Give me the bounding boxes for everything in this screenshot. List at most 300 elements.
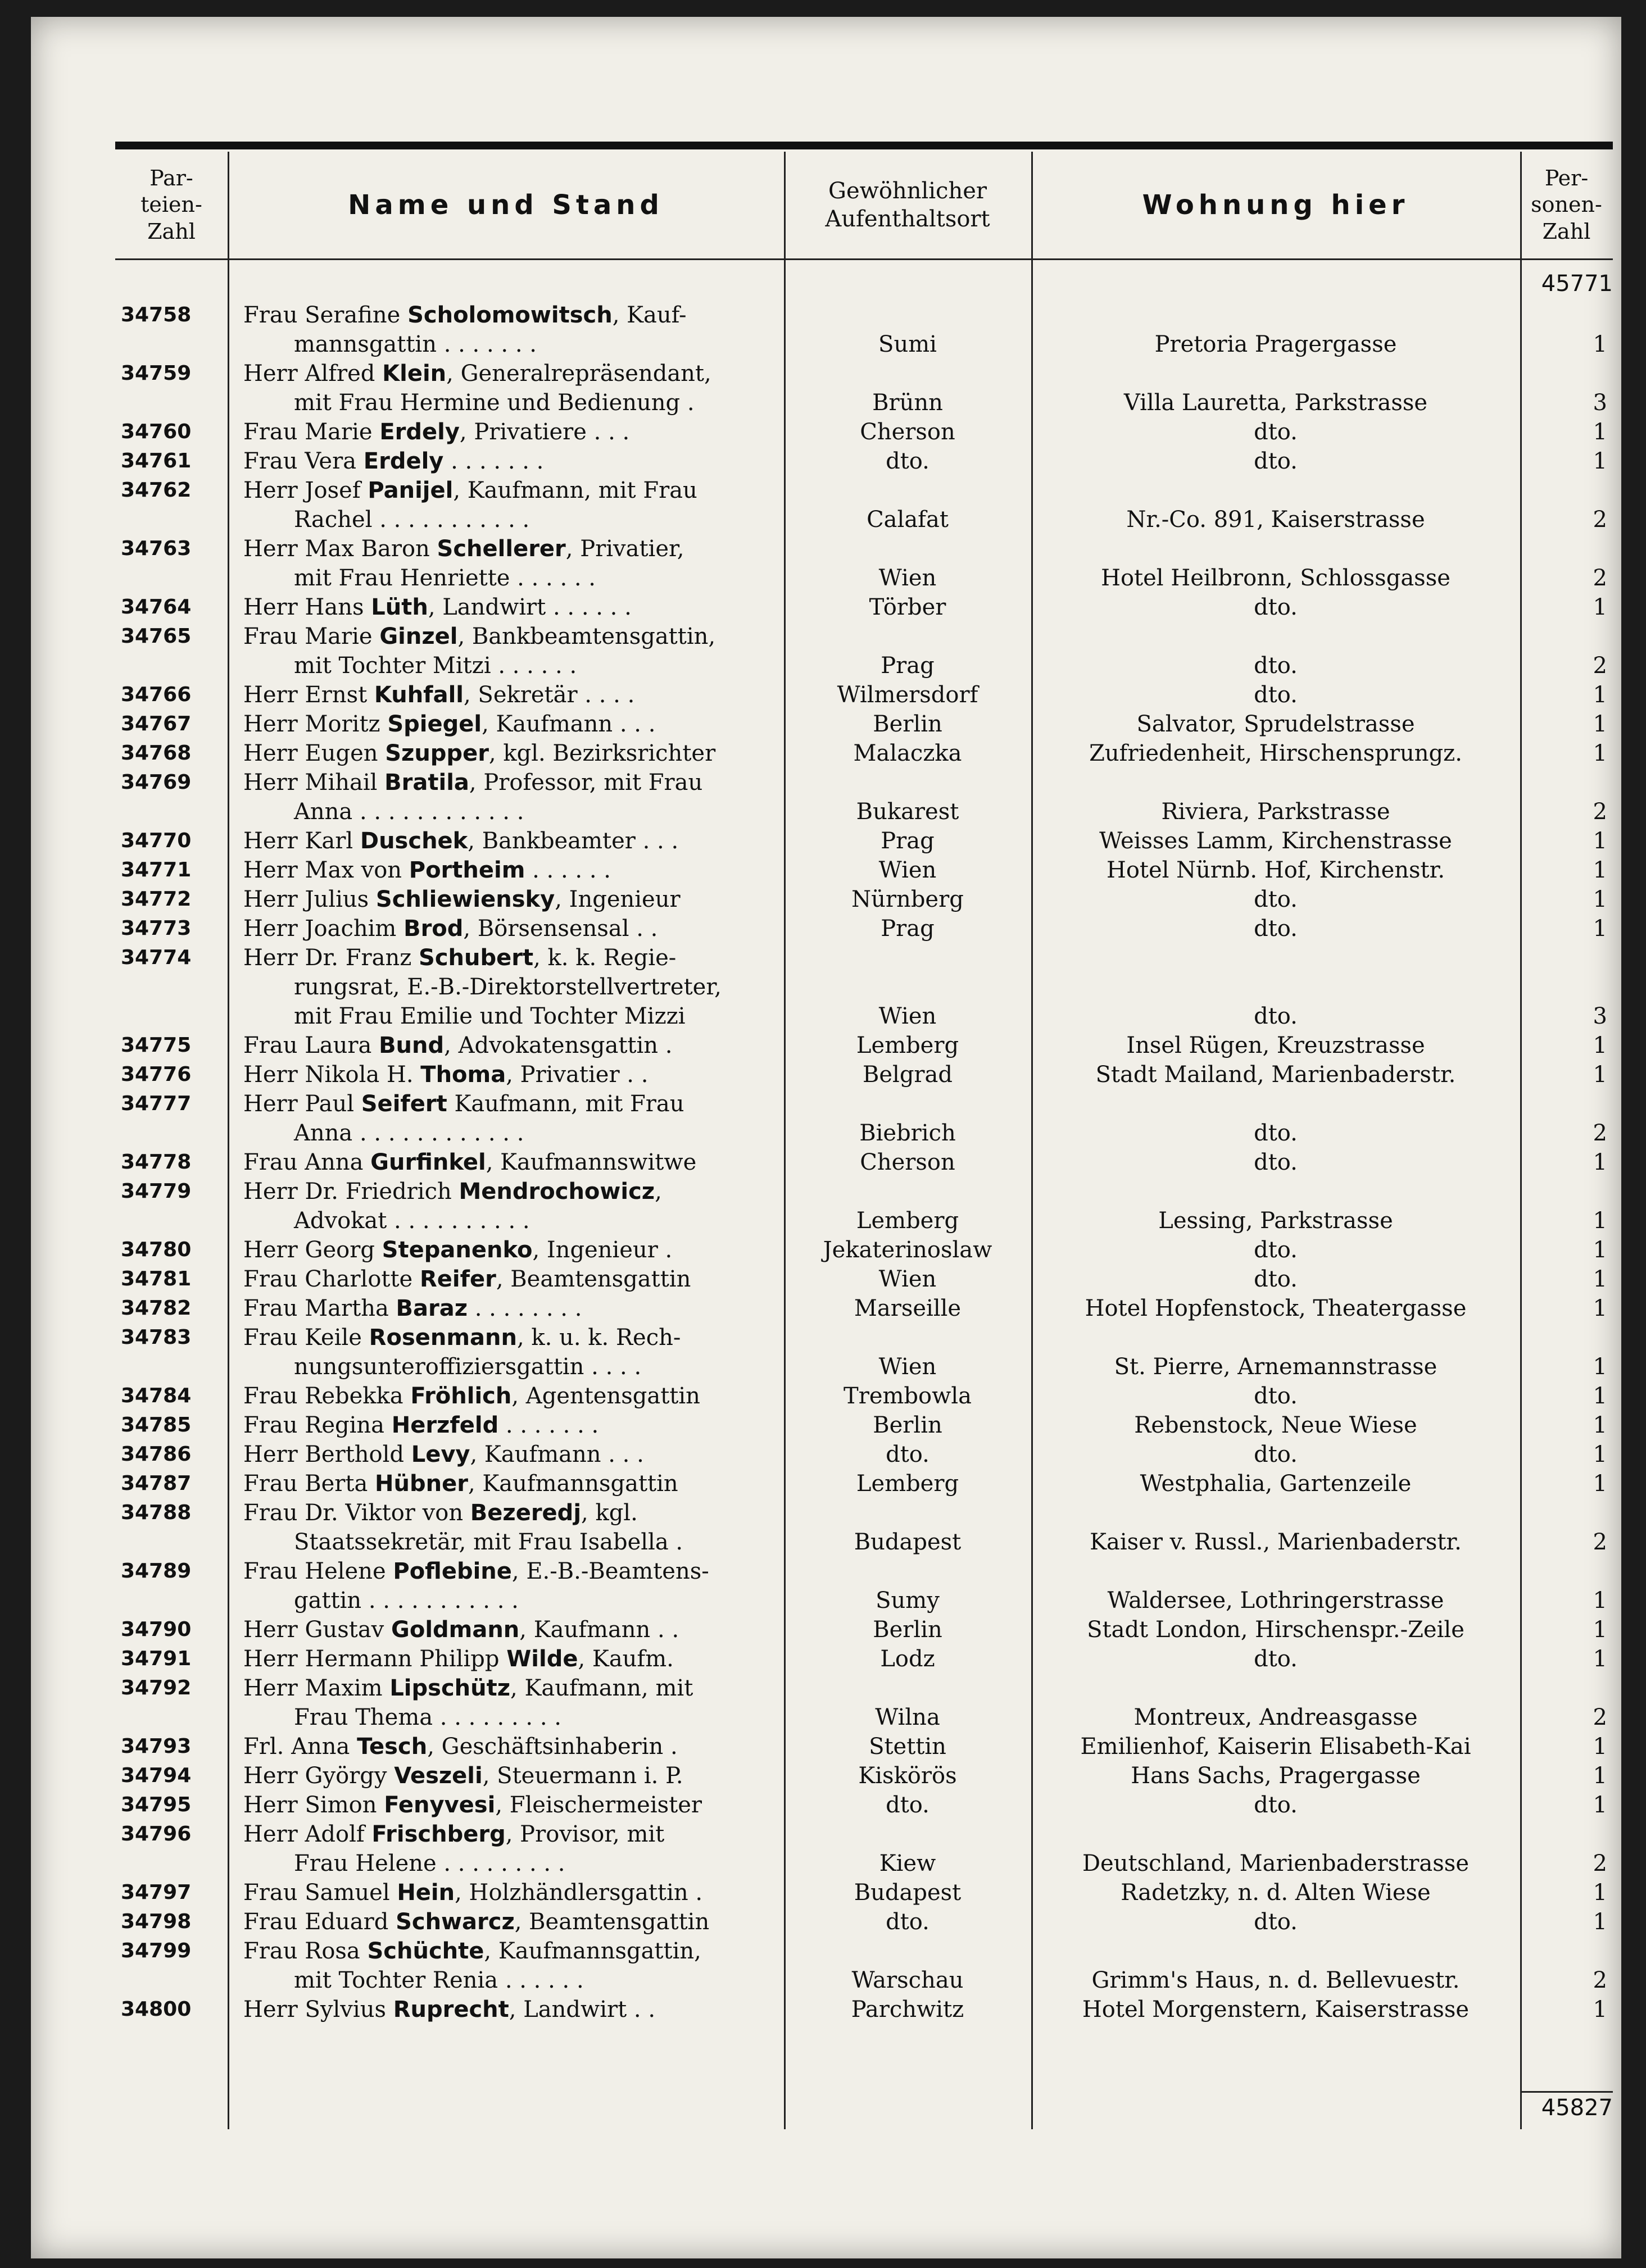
aufenthaltsort: Lemberg <box>856 1471 959 1497</box>
parteien-zahl: 34758 <box>121 303 192 326</box>
surname: Klein <box>382 361 447 387</box>
continuation-line: rungsrat, E.-B.-Direktorstellvertreter, <box>294 974 722 1000</box>
surname: Erdely <box>379 419 460 445</box>
aufenthaltsort: Prag <box>881 828 935 854</box>
wohnung: Montreux, Andreasgasse <box>1133 1705 1418 1730</box>
table-row <box>115 1323 1613 1381</box>
parteien-zahl: 34780 <box>121 1238 192 1261</box>
surname: Ginzel <box>379 624 458 649</box>
personen-zahl: 1 <box>1593 1383 1607 1409</box>
title-and-given-name: Herr Simon <box>243 1792 384 1818</box>
continuation-line: mit Frau Henriette . . . . . . <box>294 565 596 591</box>
wohnung: Hotel Hopfenstock, Theatergasse <box>1085 1296 1467 1321</box>
occupation: , Sekretär . . . . <box>463 682 635 708</box>
title-and-given-name: Frau Anna <box>243 1149 371 1175</box>
aufenthaltsort: Kiskörös <box>858 1763 957 1789</box>
name-und-stand <box>243 768 774 826</box>
personen-zahl: 1 <box>1593 1617 1607 1643</box>
title-and-given-name: Herr Karl <box>243 828 360 854</box>
occupation: , Bankbeamtensgattin, <box>457 624 716 649</box>
name-und-stand <box>243 1674 774 1732</box>
name-und-stand <box>243 1615 774 1644</box>
table-row <box>115 1995 1613 2024</box>
wohnung: dto. <box>1254 1120 1298 1146</box>
parteien-zahl: 34769 <box>121 771 192 794</box>
occupation: , Börsensensal . . <box>463 916 658 942</box>
title-and-given-name: Frau Marie <box>243 419 380 445</box>
personen-zahl: 1 <box>1593 1412 1607 1438</box>
table-row <box>115 301 1613 359</box>
personen-zahl: 1 <box>1593 1588 1607 1613</box>
aufenthaltsort: Brünn <box>872 390 943 416</box>
title-and-given-name: Frau Dr. Viktor von <box>243 1500 470 1526</box>
surname: Ruprecht <box>393 1997 509 2022</box>
name-und-stand <box>243 1148 774 1177</box>
table-row <box>115 856 1613 885</box>
register-page <box>31 17 1621 2258</box>
name-und-stand <box>243 1294 774 1323</box>
wohnung: dto. <box>1254 1909 1298 1935</box>
personen-zahl: 2 <box>1593 1705 1607 1730</box>
continuation-line: Anna . . . . . . . . . . . . <box>294 799 524 825</box>
personen-zahl: 1 <box>1593 682 1607 708</box>
personen-zahl: 2 <box>1593 507 1607 533</box>
title-and-given-name: Herr Dr. Friedrich <box>243 1179 459 1205</box>
surname: Stepanenko <box>382 1237 533 1263</box>
table-row <box>115 1031 1613 1060</box>
occupation: , Professor, mit Frau <box>469 770 703 796</box>
name-und-stand <box>243 1265 774 1294</box>
table-row <box>115 1761 1613 1790</box>
personen-zahl: 1 <box>1593 594 1607 620</box>
parteien-zahl: 34768 <box>121 742 192 765</box>
occupation: , Kaufm. <box>578 1646 674 1672</box>
personen-zahl: 1 <box>1593 828 1607 854</box>
occupation: , <box>655 1179 662 1205</box>
table-row <box>115 447 1613 476</box>
personen-zahl: 1 <box>1593 916 1607 942</box>
title-and-given-name: Frau Charlotte <box>243 1266 420 1292</box>
wohnung: Hotel Morgenstern, Kaiserstrasse <box>1082 1997 1470 2022</box>
aufenthaltsort: Malaczka <box>853 740 962 766</box>
aufenthaltsort: Sumi <box>878 331 937 357</box>
surname: Baraz <box>396 1296 468 1321</box>
aufenthaltsort: Wien <box>878 1266 937 1292</box>
final-total: 45827 <box>1520 2091 1613 2121</box>
aufenthaltsort: Berlin <box>873 1412 942 1438</box>
table-row <box>115 1674 1613 1732</box>
table-row <box>115 943 1613 1031</box>
parteien-zahl: 34766 <box>121 683 192 706</box>
personen-zahl: 1 <box>1593 1763 1607 1789</box>
parteien-zahl: 34789 <box>121 1560 192 1583</box>
surname: Gurfinkel <box>370 1149 486 1175</box>
occupation: , Landwirt . . . . . . <box>428 594 632 620</box>
aufenthaltsort: dto. <box>886 1909 929 1935</box>
wohnung: dto. <box>1254 1792 1298 1818</box>
occupation: , Holzhändlersgattin . <box>455 1880 703 1906</box>
parteien-zahl: 34792 <box>121 1676 192 1699</box>
surname: Hein <box>397 1880 455 1906</box>
wohnung: Pretoria Pragergasse <box>1154 331 1397 357</box>
continuation-line: mit Tochter Mitzi . . . . . . <box>294 653 577 679</box>
title-and-given-name: Frau Berta <box>243 1471 375 1497</box>
occupation: , Beamtensgattin <box>514 1909 710 1935</box>
surname: Rosenmann <box>369 1325 517 1351</box>
table-row <box>115 1557 1613 1615</box>
wohnung: dto. <box>1254 682 1298 708</box>
name-und-stand <box>243 534 774 593</box>
personen-zahl: 1 <box>1593 1266 1607 1292</box>
occupation: , E.-B.-Beamtens- <box>511 1558 709 1584</box>
header-name-und-stand: Name und Stand <box>348 189 664 221</box>
occupation: , Agentensgattin <box>511 1383 700 1409</box>
personen-zahl: 1 <box>1593 1442 1607 1467</box>
continuation-line: Anna . . . . . . . . . . . . <box>294 1120 524 1146</box>
occupation: , Kaufmann . . . <box>482 711 656 737</box>
personen-zahl: 1 <box>1593 1909 1607 1935</box>
occupation: , Kaufmannswitwe <box>486 1149 697 1175</box>
table-row <box>115 1644 1613 1674</box>
title-and-given-name: Herr Mihail <box>243 770 385 796</box>
aufenthaltsort: Parchwitz <box>851 1997 964 2022</box>
name-und-stand <box>243 1031 774 1060</box>
table-row <box>115 534 1613 593</box>
name-und-stand <box>243 1761 774 1790</box>
name-und-stand <box>243 914 774 943</box>
occupation: , Generalrepräsendant, <box>446 361 711 387</box>
title-and-given-name: Herr Dr. Franz <box>243 945 419 971</box>
wohnung: Deutschland, Marienbaderstrasse <box>1082 1851 1469 1876</box>
parteien-zahl: 34761 <box>121 449 192 472</box>
aufenthaltsort: Nürnberg <box>851 887 964 912</box>
table-row <box>115 1732 1613 1761</box>
title-and-given-name: Herr Sylvius <box>243 1997 393 2022</box>
wohnung: Weisses Lamm, Kirchenstrasse <box>1099 828 1452 854</box>
title-and-given-name: Herr Paul <box>243 1091 361 1117</box>
surname: Veszeli <box>394 1763 483 1789</box>
occupation: . . . . . . . <box>498 1412 599 1438</box>
aufenthaltsort: Wien <box>878 565 937 591</box>
name-und-stand <box>243 593 774 622</box>
surname: Schellerer <box>437 536 566 562</box>
table-row <box>115 680 1613 710</box>
surname: Duschek <box>360 828 468 854</box>
surname: Tesch <box>357 1734 428 1760</box>
wohnung: Waldersee, Lothringerstrasse <box>1107 1588 1444 1613</box>
name-und-stand <box>243 1907 774 1937</box>
table-row <box>115 1469 1613 1498</box>
parteien-zahl: 34786 <box>121 1443 192 1466</box>
name-und-stand <box>243 1177 774 1235</box>
parteien-zahl: 34765 <box>121 625 192 648</box>
parteien-zahl: 34772 <box>121 888 192 911</box>
aufenthaltsort: Stettin <box>869 1734 946 1760</box>
surname: Erdely <box>363 448 444 474</box>
title-and-given-name: Herr Moritz <box>243 711 388 737</box>
aufenthaltsort: Berlin <box>873 711 942 737</box>
occupation: , Kaufmann . . . <box>470 1442 644 1467</box>
title-and-given-name: Herr Hermann Philipp <box>243 1646 507 1672</box>
table-row <box>115 768 1613 826</box>
parteien-zahl: 34782 <box>121 1297 192 1320</box>
table-row <box>115 1878 1613 1907</box>
name-und-stand <box>243 943 774 1031</box>
occupation: , Landwirt . . <box>509 1997 656 2022</box>
name-und-stand <box>243 710 774 739</box>
parteien-zahl: 34791 <box>121 1647 192 1670</box>
table-row <box>115 1440 1613 1469</box>
title-and-given-name: Frau Serafine <box>243 302 408 328</box>
surname: Schüchte <box>367 1938 484 1964</box>
aufenthaltsort: Jekaterinoslaw <box>823 1237 992 1263</box>
name-und-stand <box>243 417 774 447</box>
personen-zahl: 1 <box>1593 448 1607 474</box>
name-und-stand <box>243 856 774 885</box>
surname: Szupper <box>385 740 489 766</box>
occupation: , Ingenieur . <box>532 1237 673 1263</box>
wohnung: Hotel Heilbronn, Schlossgasse <box>1101 565 1450 591</box>
personen-zahl: 2 <box>1593 1851 1607 1876</box>
occupation: Kaufmann, mit Frau <box>447 1091 684 1117</box>
occupation: . . . . . . . <box>443 448 544 474</box>
wohnung: Insel Rügen, Kreuzstrasse <box>1126 1033 1425 1058</box>
table-row <box>115 1060 1613 1089</box>
table-row <box>115 1411 1613 1440</box>
personen-zahl: 2 <box>1593 565 1607 591</box>
wohnung: dto. <box>1254 1149 1298 1175</box>
name-und-stand <box>243 1440 774 1469</box>
personen-zahl: 1 <box>1593 1792 1607 1818</box>
surname: Thoma <box>420 1062 506 1088</box>
parteien-zahl: 34779 <box>121 1180 192 1203</box>
name-und-stand <box>243 1469 774 1498</box>
title-and-given-name: Herr György <box>243 1763 395 1789</box>
table-row <box>115 1089 1613 1148</box>
parteien-zahl: 34771 <box>121 858 192 881</box>
title-and-given-name: Frau Laura <box>243 1033 379 1058</box>
wohnung: dto. <box>1254 594 1298 620</box>
parteien-zahl: 34798 <box>121 1910 192 1933</box>
table-row <box>115 914 1613 943</box>
occupation: , Fleischermeister <box>495 1792 702 1818</box>
wohnung: dto. <box>1254 1383 1298 1409</box>
aufenthaltsort: Wilmersdorf <box>837 682 978 708</box>
parteien-zahl: 34762 <box>121 479 192 502</box>
surname: Fröhlich <box>410 1383 512 1409</box>
name-und-stand <box>243 826 774 856</box>
wohnung: Hotel Nürnb. Hof, Kirchenstr. <box>1106 857 1445 883</box>
wohnung: Lessing, Parkstrasse <box>1158 1208 1393 1234</box>
parteien-zahl: 34795 <box>121 1793 192 1816</box>
aufenthaltsort: Biebrich <box>859 1120 956 1146</box>
parteien-zahl: 34759 <box>121 362 192 385</box>
wohnung: Rebenstock, Neue Wiese <box>1134 1412 1417 1438</box>
table-header <box>115 152 1613 260</box>
register-entries <box>115 301 1613 2024</box>
surname: Brod <box>403 916 464 942</box>
name-und-stand <box>243 1732 774 1761</box>
title-and-given-name: Frau Keile <box>243 1325 369 1351</box>
surname: Bratila <box>384 770 469 796</box>
continuation-line: Rachel . . . . . . . . . . . <box>294 507 530 533</box>
header-parteien-zahl: Par- teien- Zahl <box>140 165 202 244</box>
personen-zahl: 1 <box>1593 1734 1607 1760</box>
personen-zahl: 1 <box>1593 1471 1607 1497</box>
parteien-zahl: 34797 <box>121 1881 192 1904</box>
surname: Schliewiensky <box>375 887 555 912</box>
aufenthaltsort: Wien <box>878 1354 937 1380</box>
wohnung: Westphalia, Gartenzeile <box>1140 1471 1412 1497</box>
parteien-zahl: 34787 <box>121 1472 192 1495</box>
occupation: , Provisor, mit <box>505 1821 665 1847</box>
continuation-line: Staatssekretär, mit Frau Isabella . <box>294 1529 683 1555</box>
occupation: , Ingenieur <box>555 887 681 912</box>
surname: Schwarcz <box>396 1909 515 1935</box>
wohnung: Radetzky, n. d. Alten Wiese <box>1121 1880 1431 1906</box>
surname: Reifer <box>419 1266 496 1292</box>
personen-zahl: 1 <box>1593 1880 1607 1906</box>
surname: Poflebine <box>393 1558 512 1584</box>
name-und-stand <box>243 1557 774 1615</box>
header-wohnung-hier: Wohnung hier <box>1142 189 1409 221</box>
title-and-given-name: Herr Ernst <box>243 682 374 708</box>
name-und-stand <box>243 476 774 534</box>
personen-zahl: 1 <box>1593 331 1607 357</box>
parteien-zahl: 34781 <box>121 1267 192 1290</box>
wohnung: Villa Lauretta, Parkstrasse <box>1123 390 1428 416</box>
continuation-line: mit Frau Emilie und Tochter Mizzi <box>294 1003 686 1029</box>
occupation: , kgl. Bezirksrichter <box>488 740 716 766</box>
title-and-given-name: Herr Eugen <box>243 740 386 766</box>
occupation: , Steuermann i. P. <box>482 1763 683 1789</box>
aufenthaltsort: Lemberg <box>856 1033 959 1058</box>
occupation: , Kauf- <box>612 302 687 328</box>
continuation-line: nungsunteroffiziersgattin . . . . <box>294 1354 642 1380</box>
occupation: , Kaufmann . . <box>519 1617 679 1643</box>
aufenthaltsort: Wien <box>878 857 937 883</box>
surname: Fenyvesi <box>384 1792 496 1818</box>
table-row <box>115 1907 1613 1937</box>
occupation: , kgl. <box>581 1500 638 1526</box>
parteien-zahl: 34784 <box>121 1384 192 1407</box>
table-row <box>115 1498 1613 1557</box>
table-row <box>115 1820 1613 1878</box>
title-and-given-name: Herr Joachim <box>243 916 404 942</box>
wohnung: Stadt London, Hirschenspr.-Zeile <box>1087 1617 1464 1643</box>
occupation: , Privatier . . <box>506 1062 649 1088</box>
wohnung: Emilienhof, Kaiserin Elisabeth-Kai <box>1080 1734 1471 1760</box>
table-row <box>115 1148 1613 1177</box>
parteien-zahl: 34794 <box>121 1764 192 1787</box>
surname: Kuhfall <box>374 682 464 708</box>
continuation-line: gattin . . . . . . . . . . . <box>294 1588 519 1613</box>
parteien-zahl: 34783 <box>121 1326 192 1349</box>
surname: Bund <box>379 1033 445 1058</box>
surname: Panijel <box>368 478 454 503</box>
aufenthaltsort: Calafat <box>867 507 949 533</box>
title-and-given-name: Herr Georg <box>243 1237 382 1263</box>
personen-zahl: 1 <box>1593 1062 1607 1088</box>
personen-zahl: 1 <box>1593 1997 1607 2022</box>
aufenthaltsort: Belgrad <box>862 1062 953 1088</box>
continuation-line: mit Tochter Renia . . . . . . <box>294 1967 584 1993</box>
personen-zahl: 1 <box>1593 1237 1607 1263</box>
title-and-given-name: Frau Eduard <box>243 1909 396 1935</box>
wohnung: dto. <box>1254 1646 1298 1672</box>
parteien-zahl: 34770 <box>121 829 192 852</box>
parteien-zahl: 34763 <box>121 537 192 560</box>
surname: Seifert <box>361 1091 447 1117</box>
parteien-zahl: 34793 <box>121 1735 192 1758</box>
name-und-stand <box>243 1878 774 1907</box>
occupation: . . . . . . . . <box>468 1296 582 1321</box>
personen-zahl: 1 <box>1593 1033 1607 1058</box>
personen-zahl: 1 <box>1593 1149 1607 1175</box>
occupation: , Privatier, <box>565 536 684 562</box>
aufenthaltsort: Budapest <box>854 1880 962 1906</box>
table-row <box>115 417 1613 447</box>
parteien-zahl: 34778 <box>121 1151 192 1174</box>
title-and-given-name: Herr Hans <box>243 594 371 620</box>
aufenthaltsort: Berlin <box>873 1617 942 1643</box>
occupation: , Kaufmann, mit Frau <box>453 478 697 503</box>
header-aufenthaltsort: Gewöhnlicher Aufenthaltsort <box>825 178 990 232</box>
name-und-stand <box>243 1381 774 1411</box>
aufenthaltsort: Trembowla <box>844 1383 972 1409</box>
title-and-given-name: Herr Josef <box>243 478 368 503</box>
continuation-line: mannsgattin . . . . . . . <box>294 331 537 357</box>
parteien-zahl: 34788 <box>121 1501 192 1524</box>
surname: Lipschütz <box>389 1675 511 1701</box>
personen-zahl: 1 <box>1593 1296 1607 1321</box>
table-row <box>115 622 1613 680</box>
personen-zahl: 1 <box>1593 1208 1607 1234</box>
name-und-stand <box>243 359 774 417</box>
parteien-zahl: 34764 <box>121 596 192 619</box>
personen-zahl: 1 <box>1593 1646 1607 1672</box>
personen-zahl: 3 <box>1593 1003 1607 1029</box>
title-and-given-name: Herr Max Baron <box>243 536 437 562</box>
occupation: , Advokatensgattin . <box>444 1033 673 1058</box>
name-und-stand <box>243 1235 774 1265</box>
surname: Bezeredj <box>470 1500 582 1526</box>
wohnung: dto. <box>1254 1003 1298 1029</box>
title-and-given-name: Frau Regina <box>243 1412 392 1438</box>
name-und-stand <box>243 1498 774 1557</box>
parteien-zahl: 34796 <box>121 1822 192 1846</box>
title-and-given-name: Herr Nikola H. <box>243 1062 421 1088</box>
wohnung: Riviera, Parkstrasse <box>1161 799 1390 825</box>
title-and-given-name: Frau Helene <box>243 1558 393 1584</box>
table-row <box>115 1294 1613 1323</box>
aufenthaltsort: Budapest <box>854 1529 962 1555</box>
surname: Portheim <box>409 857 525 883</box>
name-und-stand <box>243 1790 774 1820</box>
name-und-stand <box>243 739 774 768</box>
header-rule <box>115 142 1613 149</box>
parteien-zahl: 34776 <box>121 1063 192 1086</box>
name-und-stand <box>243 1323 774 1381</box>
parteien-zahl: 34785 <box>121 1413 192 1437</box>
occupation: . . . . . . <box>525 857 611 883</box>
aufenthaltsort: dto. <box>886 1442 929 1467</box>
occupation: , Kaufmann, mit <box>510 1675 693 1701</box>
wohnung: Salvator, Sprudelstrasse <box>1136 711 1415 737</box>
aufenthaltsort: Lemberg <box>856 1208 959 1234</box>
aufenthaltsort: Warschau <box>851 1967 964 1993</box>
name-und-stand <box>243 447 774 476</box>
